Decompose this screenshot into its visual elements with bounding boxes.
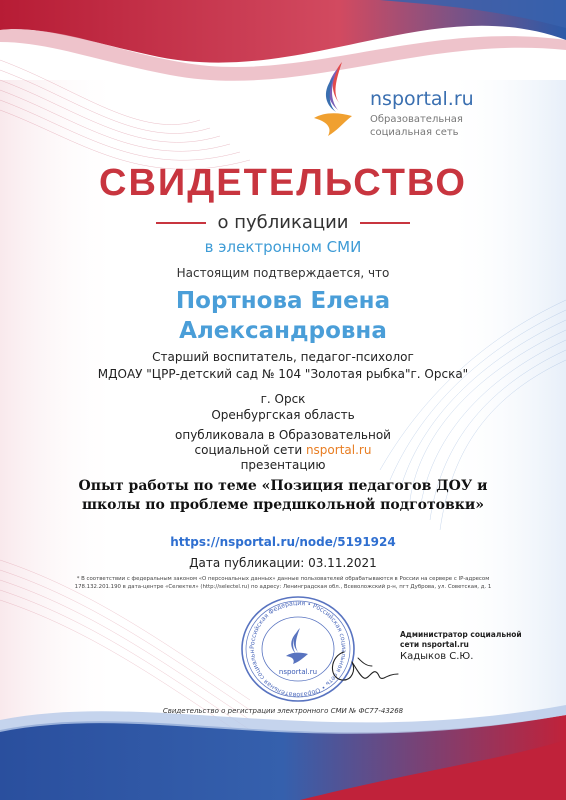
certificate-subtitle: о публикации — [217, 212, 349, 233]
admin-title-line2: сети nsportal.ru — [400, 640, 469, 649]
brand-tagline-line1: Образовательная — [370, 114, 463, 125]
recipient-name-line1: Портнова Елена — [175, 288, 391, 314]
published-text-line2 — [0, 443, 566, 457]
published-text-line1: опубликовала в Образовательной — [175, 428, 391, 442]
published-site-rest: sportal.ru — [313, 443, 372, 457]
confirm-text: Настоящим подтверждается, что — [176, 266, 390, 280]
stamp-flame-icon — [286, 628, 308, 664]
certificate-subtitle-media: в электронном СМИ — [204, 238, 362, 256]
recipient-organization: МДОАУ "ЦРР-детский сад № 104 "Золотая рыбка"г. Орска" — [97, 367, 469, 381]
legal-notice — [60, 576, 506, 591]
published-site-n: n — [305, 443, 314, 457]
publication-date: Дата публикации: 03.11.2021 — [189, 556, 377, 570]
recipient-name-line2: Александровна — [179, 318, 387, 344]
stamp-ring-text: Российская Федерация • Российская социальная сеть • Образовательная социальн — [248, 599, 348, 699]
legal-notice-line2: 178.132.201.190 в дата-центре «Селектел» (http://selectel.ru) по адресу: Ленинградская обл., Всеволожский р-н, пгт Дуброва, ул. Советская, д. 1 — [74, 583, 492, 590]
brand-name: nsportal.ru — [370, 88, 474, 110]
recipient-region: Оренбургская область — [211, 408, 355, 422]
recipient-city: г. Орск — [260, 392, 306, 406]
signature-scribble — [322, 640, 402, 690]
work-title: Опыт работы по теме «Позиция педагогов ДОУ и школы по проблеме предшкольной подготовки» — [78, 478, 488, 513]
admin-name: Кадыков С.Ю. — [400, 651, 474, 662]
stamp-center-text: nsportal.ru — [278, 668, 318, 676]
admin-title-line1: Администратор социальной — [400, 630, 522, 639]
nsportal-logo — [308, 58, 478, 148]
subtitle-row — [0, 212, 566, 233]
legal-notice-line1: * В соответствии с федеральным законом «О персональных данных» данные пользователей обрабатываются в России на сервере с IP-адресом — [76, 576, 490, 582]
published-prefix: социальной сети — [194, 443, 306, 457]
subtitle-line-left — [156, 222, 206, 224]
brand-tagline-line2: социальная сеть — [370, 127, 459, 138]
recipient-position: Старший воспитатель, педагог-психолог — [152, 350, 414, 364]
publication-type: презентацию — [240, 458, 326, 472]
publication-link[interactable]: https://nsportal.ru/node/5191924 — [170, 535, 396, 549]
subtitle-line-right — [360, 222, 410, 224]
flame-logo-icon — [308, 58, 368, 148]
registration-info: Свидетельство о регистрации электронного СМИ № ФС77-43268 — [162, 707, 404, 715]
certificate-title: СВИДЕТЕЛЬСТВО — [99, 162, 467, 204]
